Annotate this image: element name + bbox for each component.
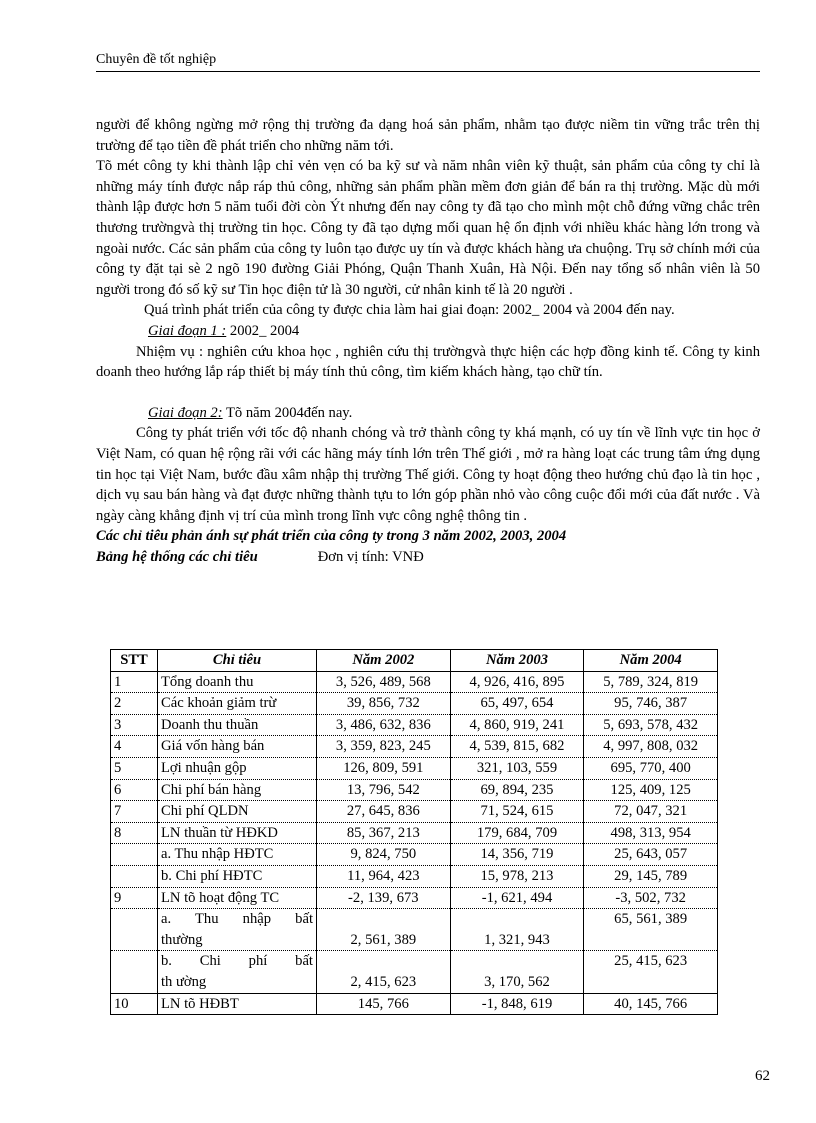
table-cell-2004: 5, 789, 324, 819 — [584, 671, 718, 693]
table-cell-2003: 4, 860, 919, 241 — [450, 714, 584, 736]
table-cell-2004: -3, 502, 732 — [584, 887, 718, 909]
phase-1-value: 2002_ 2004 — [226, 322, 300, 339]
table-cell-stt: 9 — [111, 887, 158, 909]
header-2003: Năm 2003 — [450, 650, 584, 672]
page-header — [96, 52, 760, 72]
table-cell-2003: 65, 497, 654 — [450, 693, 584, 715]
table-cell-2003: -1, 848, 619 — [450, 993, 584, 1015]
table-row-b-extraordinary-expense — [111, 951, 718, 993]
table-row — [111, 779, 718, 801]
paragraph-3: Quá trình phát triển của công ty được chia làm hai giai đoạn: 2002_ 2004 và 2004 đến nay. — [144, 302, 675, 319]
header-stt: STT — [111, 650, 158, 672]
header-2004: Năm 2004 — [584, 650, 718, 672]
phase-2-label: Giai đoạn 2: — [148, 404, 223, 421]
table-cell-indicator: LN tõ hoạt động TC — [158, 887, 317, 909]
table-cell-2004: 498, 313, 954 — [584, 822, 718, 844]
table-cell-2003: 71, 524, 615 — [450, 801, 584, 823]
header-2002: Năm 2002 — [317, 650, 451, 672]
table-row — [111, 865, 718, 887]
table-cell-2004: 29, 145, 789 — [584, 865, 718, 887]
body-text — [96, 115, 760, 567]
paragraph-5: Công ty phát triển với tốc độ nhanh chóng và trở thành công ty khá mạnh, có uy tín về lĩnh vực tin học ở Việt Nam, có quan hệ rộng rãi với các hãng máy tính lớn trên Thế giới , mở ra hàng loạt các trung tâm ứng dụng tin học tại Việt Nam, bước đầu xâm nhập thị trường Thế giới. Công ty hoạt động theo hướng chủ đạo là tin học , dịch vụ sau bán hàng và đạt được những thành tựu to lớn góp phần nhỏ vào công cuộc đổi mới của đất nước . Và ngày càng khẳng định vị trí của mình trong lĩnh vực công nghệ thông tin . — [96, 425, 760, 524]
table-cell-2004: 695, 770, 400 — [584, 757, 718, 779]
table-cell-indicator: LN thuần từ HĐKD — [158, 822, 317, 844]
table-cell-2002: 85, 367, 213 — [317, 822, 451, 844]
table-cell-2003: 15, 978, 213 — [450, 865, 584, 887]
table-cell-2003: 4, 926, 416, 895 — [450, 671, 584, 693]
table-row — [111, 736, 718, 758]
paragraph-4: Nhiệm vụ : nghiên cứu khoa học , nghiên cứu thị trườngvà thực hiện các hợp đồng kinh tế. Công ty kinh doanh theo hướng lắp ráp thiết bị máy tính thủ công, tìm kiếm khách hàng, tạo chữ tín. — [96, 343, 760, 381]
table-row — [111, 714, 718, 736]
table-cell-2004: 25, 415, 623 — [584, 951, 718, 993]
table-cell-indicator: Các khoản giảm trừ — [158, 693, 317, 715]
table-cell-2002: 11, 964, 423 — [317, 865, 451, 887]
table-row — [111, 801, 718, 823]
table-cell-2004: 25, 643, 057 — [584, 844, 718, 866]
table-cell-indicator: Tổng doanh thu — [158, 671, 317, 693]
table-cell-indicator: b. Chi phí HĐTC — [158, 865, 317, 887]
table-row-10 — [111, 993, 718, 1015]
table-cell-stt: 2 — [111, 693, 158, 715]
paragraph-2: Tõ mét công ty khi thành lập chỉ vẻn vẹn có ba kỹ sư và năm nhân viên kỹ thuật, sản phẩm của công ty chỉ là những máy tính được nắp ráp thủ công, những sản phẩm phần mềm đơn giản để bán ra thị trường. Mặc dù mới thành lập được hơn 5 năm tuổi đời còn Ýt nhưng đến nay công ty đã tạo cho mình một chỗ đứng vững chắc trên thương trườngvà thị trường tin học. Công ty đã tạo dựng mối quan hệ ổn định với nhiều khác hàng lớn trong và ngoài nước. Các sản phẩm của công ty luôn tạo được uy tín và được khách hàng ưa chuộng. Trụ sở chính mới của công ty đặt tại sè 2 ngõ 190 đường Giải Phóng, Quận Thanh Xuân, Hà Nội. Đến nay tổng số nhân viên là 50 người trong đó số kỹ sư Tin học điện tử là 30 người, cử nhân kinh tế là 20 người . — [96, 158, 760, 298]
header-title: Chuyên đề tốt nghiệp — [96, 52, 217, 67]
phase-1-line — [96, 321, 760, 342]
table-cell-indicator: Chi phí bán hàng — [158, 779, 317, 801]
table-unit: Đơn vị tính: VNĐ — [317, 548, 424, 565]
table-row — [111, 757, 718, 779]
page-number: 62 — [755, 1068, 770, 1084]
table-cell-2002: 2, 561, 389 — [317, 909, 451, 951]
table-row — [111, 844, 718, 866]
table-cell-2003: 321, 103, 559 — [450, 757, 584, 779]
table-cell-2004: 95, 746, 387 — [584, 693, 718, 715]
table-row — [111, 887, 718, 909]
table-cell-stt — [111, 844, 158, 866]
header-indicator: Chỉ tiêu — [158, 650, 317, 672]
table-cell-indicator: Lợi nhuận gộp — [158, 757, 317, 779]
table-cell-2003: 3, 170, 562 — [450, 951, 584, 993]
table-cell-indicator: b. Chi phí bất th ường — [158, 951, 317, 993]
table-cell-indicator: Chi phí QLDN — [158, 801, 317, 823]
table-cell-2003: 14, 356, 719 — [450, 844, 584, 866]
table-cell-stt: 6 — [111, 779, 158, 801]
table-cell-2004: 65, 561, 389 — [584, 909, 718, 951]
table-cell-stt: 8 — [111, 822, 158, 844]
table-cell-2004: 40, 145, 766 — [584, 993, 718, 1015]
table-cell — [111, 909, 158, 951]
table-cell-2002: 9, 824, 750 — [317, 844, 451, 866]
table-cell-2002: 3, 359, 823, 245 — [317, 736, 451, 758]
table-cell-2002: 3, 486, 632, 836 — [317, 714, 451, 736]
table-row — [111, 693, 718, 715]
table-cell-stt: 10 — [111, 993, 158, 1015]
table-cell-2004: 72, 047, 321 — [584, 801, 718, 823]
table-cell-2002: 2, 415, 623 — [317, 951, 451, 993]
phase-1-label: Giai đoạn 1 : — [148, 322, 227, 339]
table-cell-indicator: Doanh thu thuần — [158, 714, 317, 736]
table-cell-stt: 5 — [111, 757, 158, 779]
table-cell-2002: 13, 796, 542 — [317, 779, 451, 801]
table-cell-stt — [111, 865, 158, 887]
table-title: Các chỉ tiêu phản ánh sự phát triển của công ty trong 3 năm 2002, 2003, 2004 — [96, 528, 567, 545]
table-cell-indicator: Giá vốn hàng bán — [158, 736, 317, 758]
table-cell-2002: -2, 139, 673 — [317, 887, 451, 909]
table-cell-2002: 39, 856, 732 — [317, 693, 451, 715]
table-row — [111, 671, 718, 693]
table-cell-2002: 27, 645, 836 — [317, 801, 451, 823]
table-cell — [111, 951, 158, 993]
table-cell-2003: 179, 684, 709 — [450, 822, 584, 844]
table-cell-stt: 1 — [111, 671, 158, 693]
table-subtitle: Bảng hệ thống các chỉ tiêu — [96, 548, 258, 565]
table-header-row — [111, 650, 718, 672]
table-cell-stt: 4 — [111, 736, 158, 758]
table-cell-indicator: a. Thu nhập HĐTC — [158, 844, 317, 866]
table-cell-2002: 145, 766 — [317, 993, 451, 1015]
table-subtitle-line — [96, 547, 760, 568]
table-cell-2003: -1, 621, 494 — [450, 887, 584, 909]
table-cell-2004: 5, 693, 578, 432 — [584, 714, 718, 736]
phase-2-line — [96, 403, 760, 424]
table-cell-2003: 1, 321, 943 — [450, 909, 584, 951]
table-row-a-extraordinary-income — [111, 909, 718, 951]
table-cell-2004: 125, 409, 125 — [584, 779, 718, 801]
table-cell-2003: 69, 894, 235 — [450, 779, 584, 801]
table-cell-indicator: LN tõ HĐBT — [158, 993, 317, 1015]
table-cell-2002: 3, 526, 489, 568 — [317, 671, 451, 693]
phase-2-value: Tõ năm 2004đến nay. — [222, 404, 353, 421]
table-cell-stt: 7 — [111, 801, 158, 823]
paragraph-1: người để không ngừng mở rộng thị trường đa dạng hoá sản phẩm, nhằm tạo được niềm tin vững trắc trên thị trường để tạo tiền đề phát triển cho những năm tới. — [96, 117, 760, 154]
table-cell-2003: 4, 539, 815, 682 — [450, 736, 584, 758]
table-cell-indicator: a. Thu nhập bất thường — [158, 909, 317, 951]
indicator-table — [110, 649, 718, 1015]
table-cell-2002: 126, 809, 591 — [317, 757, 451, 779]
table-row — [111, 822, 718, 844]
table-cell-2004: 4, 997, 808, 032 — [584, 736, 718, 758]
table-cell-stt: 3 — [111, 714, 158, 736]
